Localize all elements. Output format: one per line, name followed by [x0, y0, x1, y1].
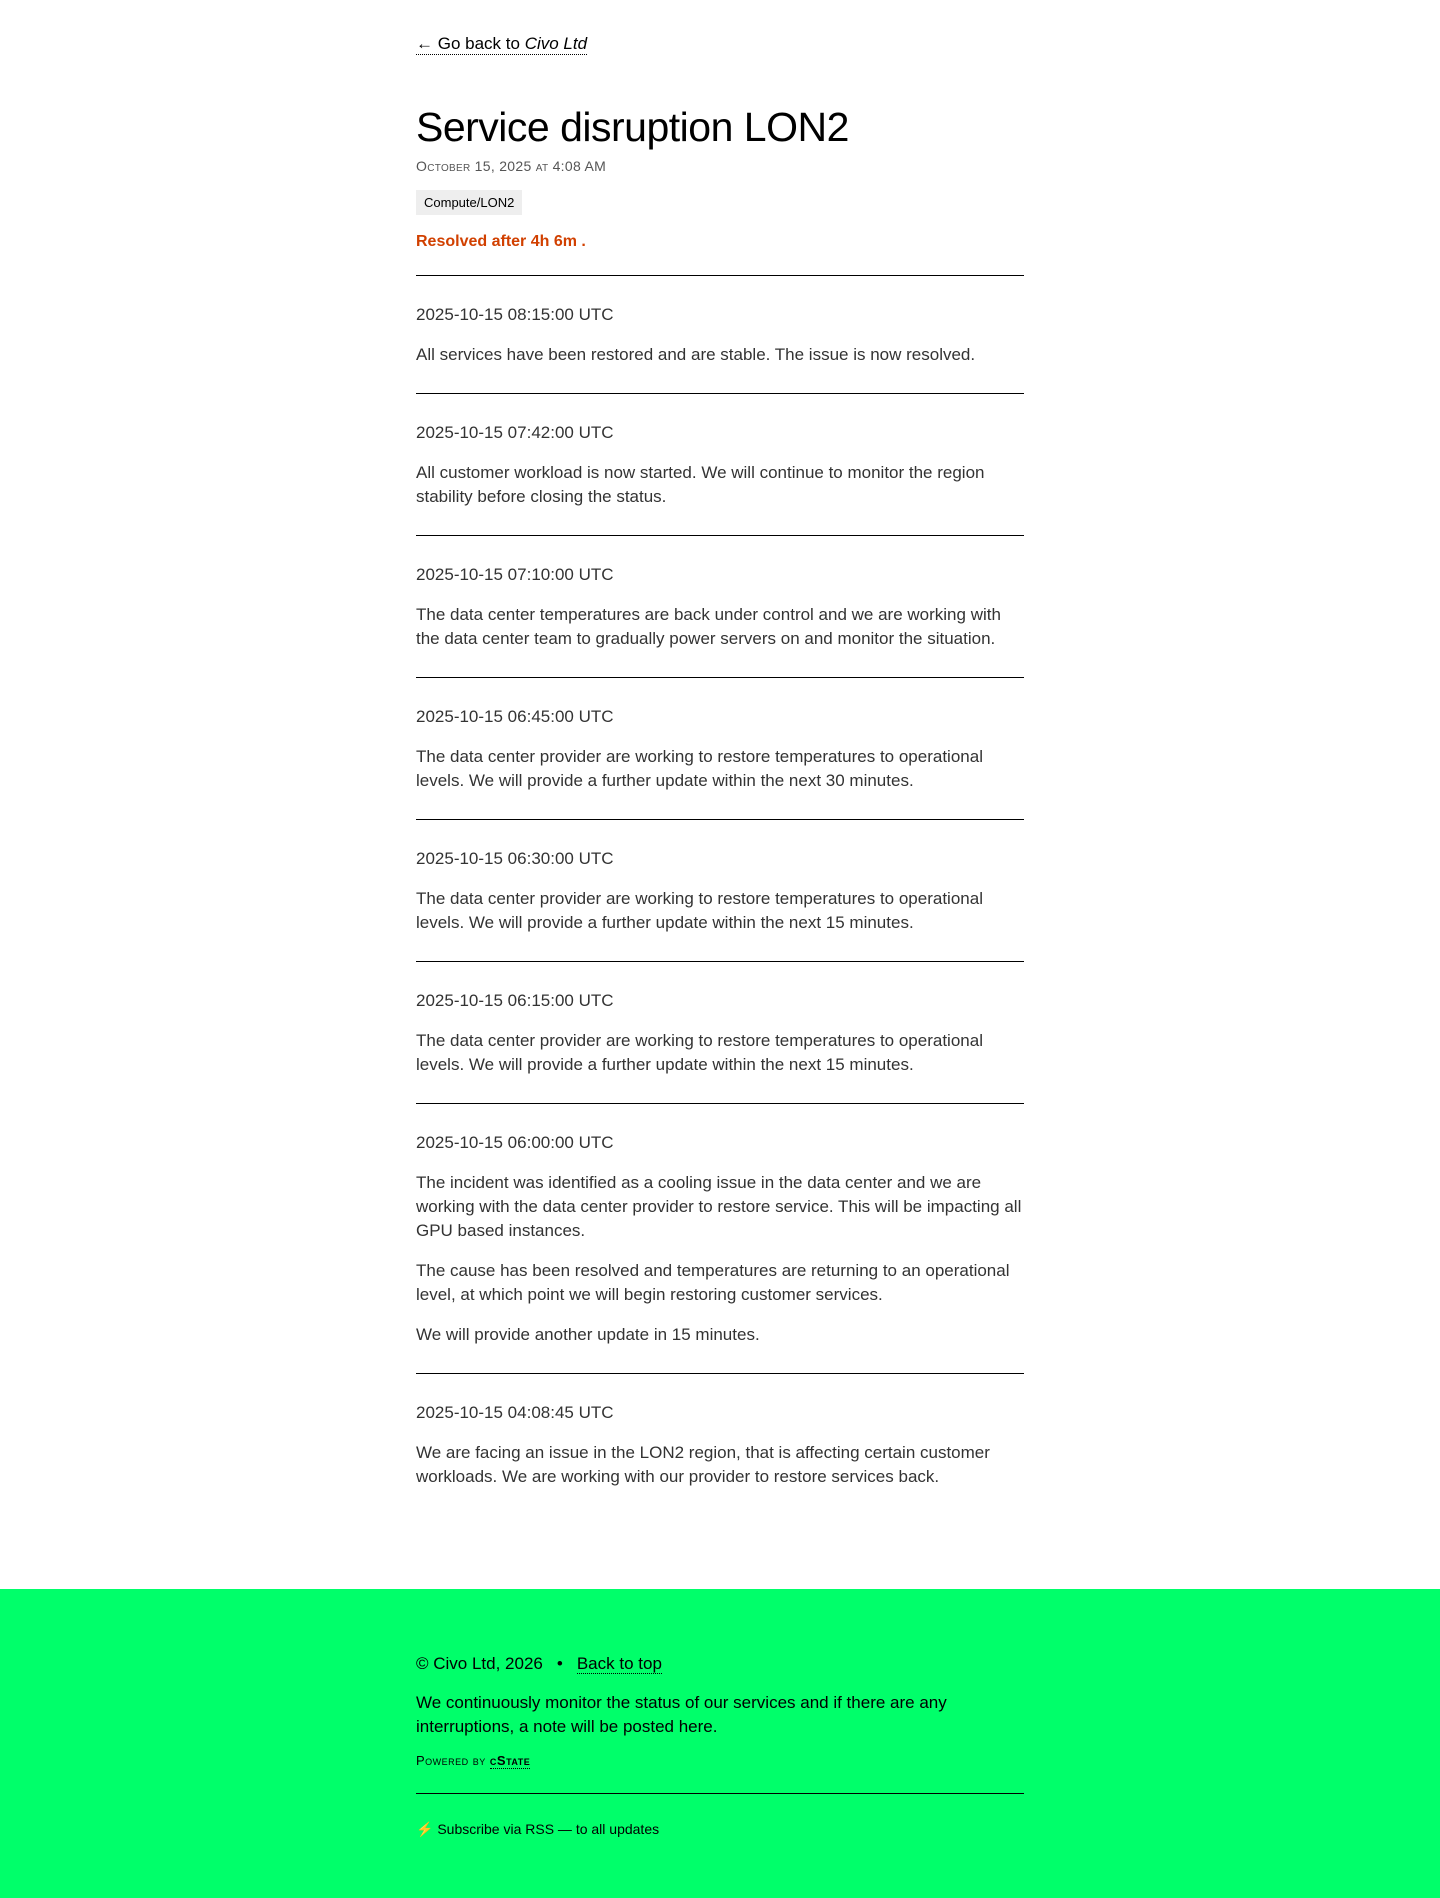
page-title: Service disruption LON2 [416, 104, 849, 150]
copyright: © Civo Ltd, 2026 [416, 1654, 543, 1673]
footer [0, 1589, 1440, 1898]
update-list [416, 275, 1024, 1515]
update-entry [416, 1103, 1024, 1373]
update-timestamp: 2025-10-15 06:45:00 UTC [416, 707, 614, 726]
rss-subscribe-link[interactable]: ⚡ Subscribe via RSS — to all updates [416, 1821, 660, 1837]
update-text: The data center provider are working to restore temperatures to operational levels. We will provide a further update within the next 15 minutes. [416, 889, 983, 932]
lightning-icon: ⚡ [416, 1821, 434, 1837]
update-timestamp: 2025-10-15 06:15:00 UTC [416, 991, 614, 1010]
resolved-status: Resolved after 4h 6m . [416, 233, 586, 250]
update-text: The data center provider are working to restore temperatures to operational levels. We will provide a further update within the next 30 minutes. [416, 747, 983, 790]
update-timestamp: 2025-10-15 04:08:45 UTC [416, 1403, 614, 1422]
cstate-link[interactable]: cState [489, 1753, 531, 1768]
incident-date: October 15, 2025 at 4:08 AM [416, 158, 607, 174]
affected-system-tag[interactable]: Compute/LON2 [416, 190, 522, 215]
update-timestamp: 2025-10-15 07:10:00 UTC [416, 565, 614, 584]
arrow-left-icon: ← [416, 34, 433, 53]
separator: • [556, 1654, 563, 1673]
go-back-link[interactable]: ← Go back to Civo Ltd [416, 34, 588, 53]
incident-page [416, 0, 1024, 1589]
update-timestamp: 2025-10-15 06:30:00 UTC [416, 849, 614, 868]
update-text: The data center temperatures are back under control and we are working with the data center team to gradually power servers on and monitor the situation. [416, 605, 1001, 648]
update-text: All customer workload is now started. We will continue to monitor the region stability before closing the status. [416, 463, 985, 506]
update-entry [416, 1373, 1024, 1515]
powered-by-label: Powered by [416, 1753, 486, 1768]
update-entry [416, 819, 1024, 961]
update-text: The data center provider are working to restore temperatures to operational levels. We will provide a further update within the next 15 minutes. [416, 1031, 983, 1074]
update-timestamp: 2025-10-15 06:00:00 UTC [416, 1133, 614, 1152]
update-entry [416, 393, 1024, 535]
update-entry [416, 961, 1024, 1103]
update-timestamp: 2025-10-15 07:42:00 UTC [416, 423, 614, 442]
divider [416, 1793, 1024, 1794]
update-text: We will provide another update in 15 minutes. [416, 1325, 760, 1344]
update-entry [416, 535, 1024, 677]
update-text: We are facing an issue in the LON2 region, that is affecting certain customer workloads. We are working with our provider to restore services back. [416, 1443, 990, 1486]
update-text: All services have been restored and are stable. The issue is now resolved. [416, 345, 976, 364]
update-entry [416, 275, 1024, 393]
update-timestamp: 2025-10-15 08:15:00 UTC [416, 305, 614, 324]
back-to-top-link[interactable]: Back to top [576, 1654, 662, 1673]
update-entry [416, 677, 1024, 819]
footer-description: We continuously monitor the status of our services and if there are any interruptions, a note will be posted here. [416, 1693, 947, 1736]
update-text: The cause has been resolved and temperatures are returning to an operational level, at which point we will begin restoring customer services. [416, 1261, 1010, 1304]
update-text: The incident was identified as a cooling issue in the data center and we are working with the data center provider to restore service. This will be impacting all GPU based instances. [416, 1173, 1022, 1240]
